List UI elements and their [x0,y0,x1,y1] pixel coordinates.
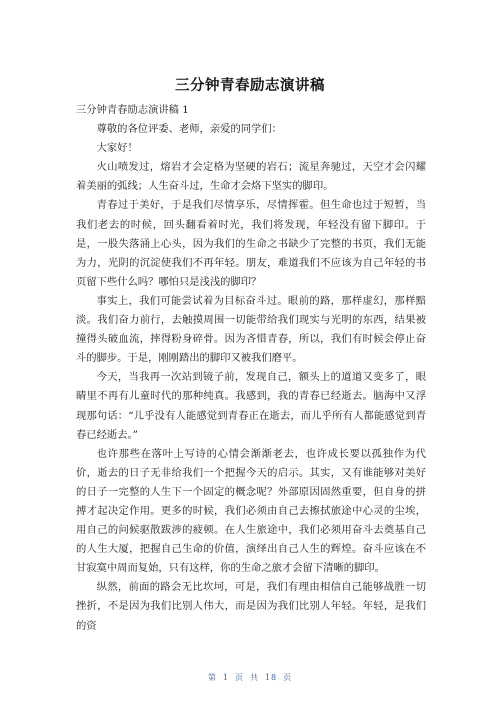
footer-page-total: 18 [264,673,278,682]
paragraph-mirror: 今天，当我再一次站到镜子前，发现自己，额头上的道道又变多了，眼睛里不再有儿童时代的那种纯真。我感到，我的青春已经逝去。脑海中又浮现那句话：“儿乎没有人能感觉到青春正在逝去，而儿乎所有人都能感觉到青春已经逝去。” [76,371,426,441]
paragraph-leaves: 也许那些在落叶上写诗的心情会渐渐老去，也许成长要以孤独作为代价，逝去的日子无非给我们一个把握今天的启示。其实，又有谁能够对美好的日子一完整的人生下一个固定的概念呢？外部原因固然重要，但自身的拼搏才起决定作用。更多的时候，我们必须由自己去擦拭旅途中心灵的尘埃，用自己的问候驱散跋涉的疲顿。在人生旅途中，我们必须用奋斗去奠基自己的人生大厦，把握自己生命的价值，演绎出自己人生的辉煌。奋斗应该在不甘寂寞中周而复始，只有这样，你的生命之旅才会留下清晰的脚印。 [76,447,426,575]
document-body [76,101,426,636]
footer-page-unit: 页 [234,673,244,682]
page-footer [0,672,500,683]
footer-total-unit: 页 [283,673,293,682]
document-subtitle: 三分钟青春励志演讲稿 1 [76,104,189,116]
paragraph-hello: 大家好！ [96,142,138,155]
paragraph-greeting: 尊敬的各位评委、老师，亲爱的同学们： [96,123,282,136]
footer-total-label: 共 [249,673,259,682]
footer-page-label: 第 [207,673,217,682]
document-title: 三分钟青春励志演讲稿 [175,78,325,94]
paragraph-road: 纵然，前面的路会无比坎坷，可是，我们有理由相信自己能够战胜一切挫折，不是因为我们比别人伟大，而是因为我们比别人年轻。年轻，是我们的资 [76,581,426,632]
paragraph-fact: 事实上，我们可能尝试着为目标奋斗过。眼前的路，那样虚幻，那样黯淡。我们奋力前行，去触摸周围一切能带给我们现实与光明的东西，结果被撞得头破血流，摔得粉身碎骨。因为吝惜青春，所以，我们有时候会停止奋斗的脚步。于是，刚刚踏出的脚印又被我们磨平。 [76,294,426,365]
paragraph-volcano: 火山喷发过，熔岩才会定格为坚硬的岩石；流星奔驰过，天空才会闪耀着美丽的弧线；人生奋斗过，生命才会烙下坚实的脚印。 [76,161,426,193]
paragraph-youth: 青春过于美好，于是我们尽情享乐，尽情挥霍。但生命也过于短暂，当我们老去的时候，回头翻看着时光，我们将发现，年轻没有留下脚印。于是，一股失落涌上心头，因为我们的生命之书缺少了完整的书页，我们无能为力，光阴的沉淀使我们不再年轻。朋友，难道我们不应该为自己年轻的书页留下些什么吗？哪怕只是浅浅的脚印？ [76,199,426,288]
footer-page-current: 1 [222,673,229,682]
